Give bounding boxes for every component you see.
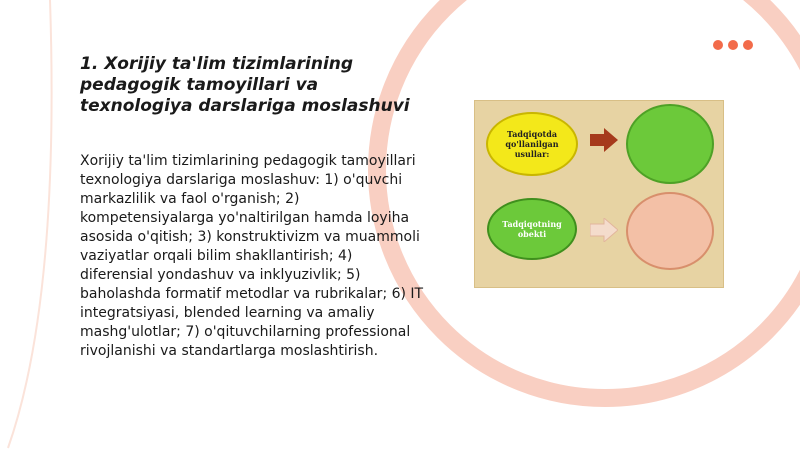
dot-icon <box>743 40 753 50</box>
menu-dots-icon <box>713 40 753 50</box>
slide-body-text: Xorijiy ta'lim tizimlarining pedagogik tamoyillari texnologiya darslariga moslashuv: 1) o'quvchi markazlilik va faol o'rganish; 2) kompetensiyalarga yo'naltirilgan hamda loyiha asosida o'qitish; 3) konstruktivizm va muammoli vaziyatlar orqali bilim shakllantirish; 4) diferensial yondashuv va inklyuzivlik; 5) baholashda formatif metodlar va rubrikalar; 6) IT integratsiyasi, blended learning va amaliy mashg'ulotlar; 7) o'qituvchilarning professional rivojlanishi va standartlarga moslashtirish. <box>80 153 424 359</box>
object-node-label: Tadqiqotning obekti <box>502 219 562 239</box>
research-diagram <box>474 100 724 288</box>
methods-description-node <box>626 104 714 184</box>
dot-icon <box>713 40 723 50</box>
right-arrow-icon <box>590 128 618 152</box>
object-description-node <box>626 192 714 270</box>
slide-title: 1. Xorijiy ta'lim tizimlarining pedagogik tamoyillari va texnologiya darslariga moslashuvi <box>80 54 410 116</box>
methods-node <box>486 112 578 176</box>
dot-icon <box>728 40 738 50</box>
right-arrow-icon <box>590 218 618 242</box>
object-node <box>487 198 577 260</box>
methods-node-label: Tadqiqotda qo'llanilgan usullar: <box>505 129 559 159</box>
